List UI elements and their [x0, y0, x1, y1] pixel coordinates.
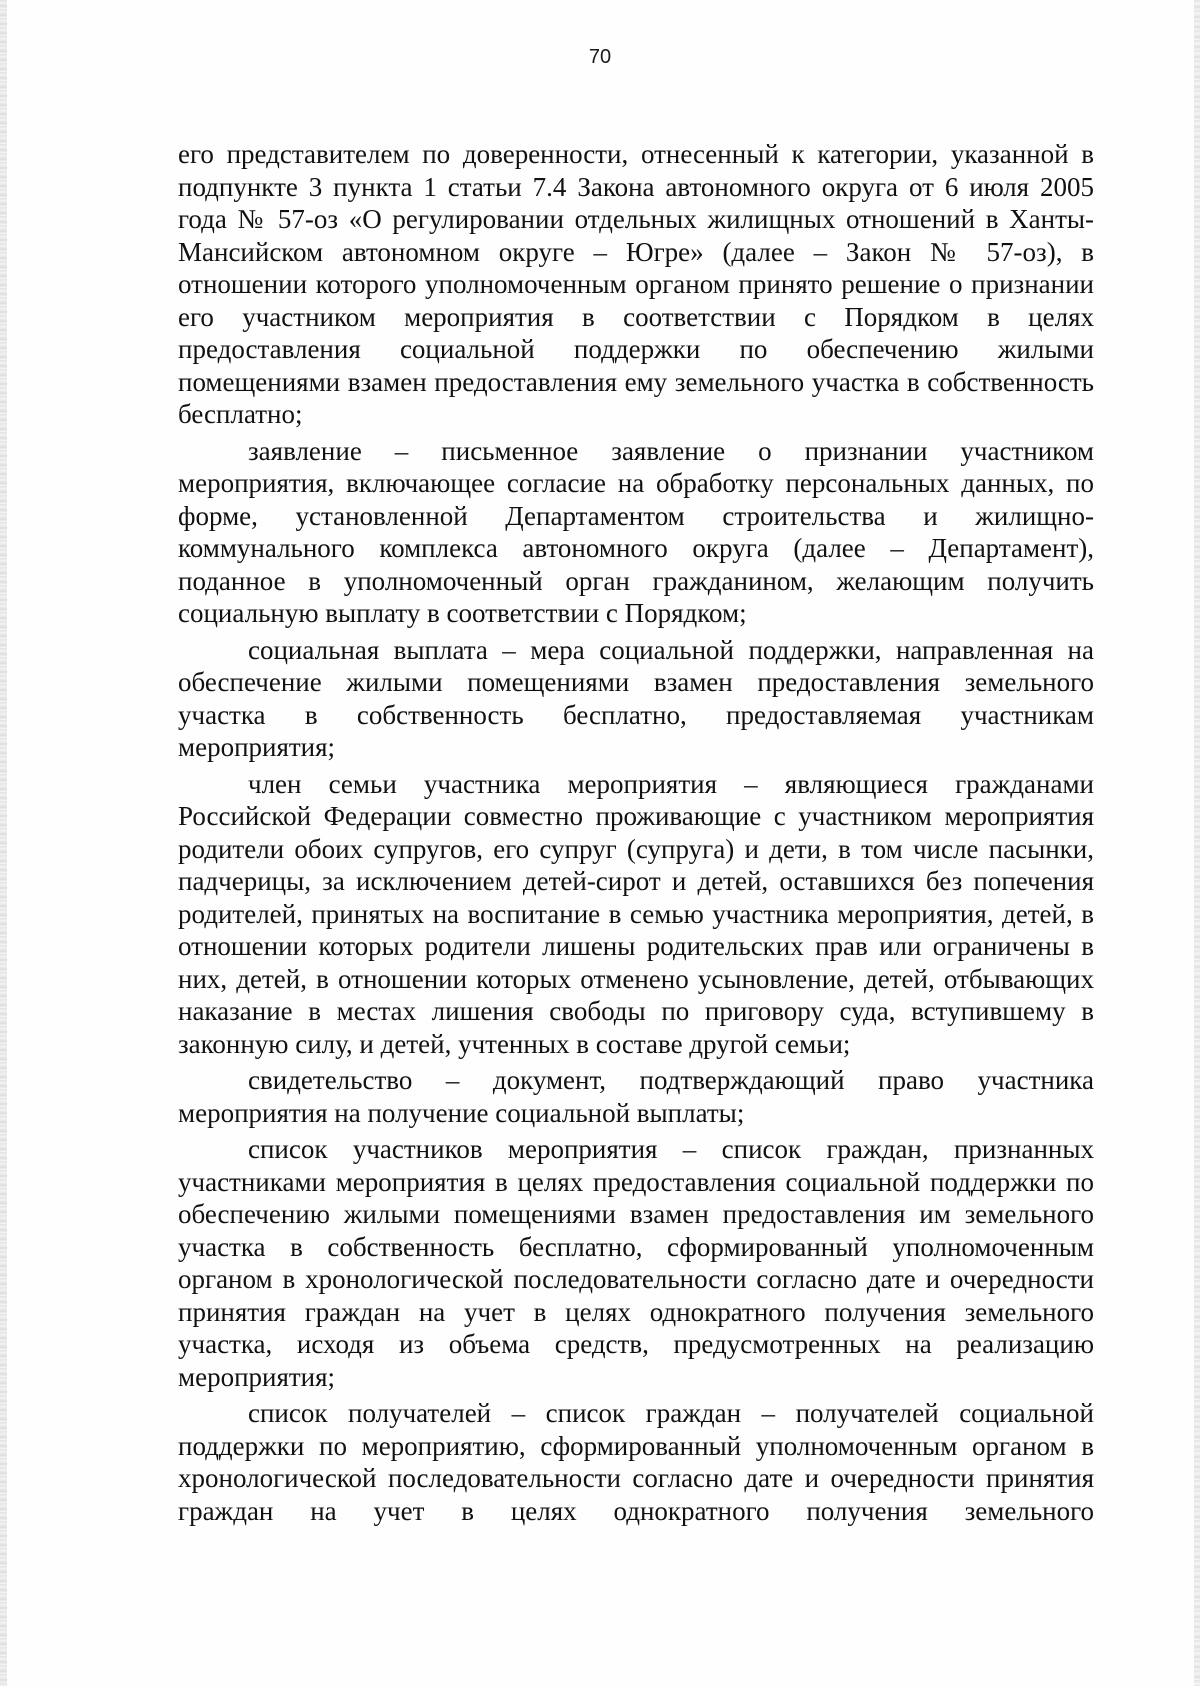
- scan-edge-right: [1194, 0, 1200, 1686]
- paragraph-continuation: его представителем по доверенности, отнесенный к категории, указанной в подпункте 3 пункта 1 статьи 7.4 Закона автономного округа от 6 июля 2005 года № 57-оз «О регулировании отдельных жилищных отношений в Ханты-Мансийском автономном округе – Югре» (далее – Закон № 57-оз), в отношении которого уполномоченным органом принято решение о признании его участником мероприятия в соответствии с Порядком в целях предоставления социальной поддержки по обеспечению жилыми помещениями взамен предоставления ему земельного участка в собственность бесплатно;: [178, 139, 1094, 429]
- paragraph-chlen-semi: член семьи участника мероприятия – являющиеся гражданами Российской Федерации совместно проживающие с участником мероприятия родители обоих супругов, его супруг (супруга) и дети, в том числе пасынки, падчерицы, за исключением детей-сирот и детей, оставшихся без попечения родителей, принятых на воспитание в семью участника мероприятия, детей, в отношении которых родители лишены родительских прав или ограничены в них, детей, в отношении которых отменено усыновление, детей, отбывающих наказание в местах лишения свободы по приговору суда, вступившему в законную силу, и детей, учтенных в составе другой семьи;: [178, 768, 1094, 1059]
- page-number: 70: [588, 46, 612, 68]
- paragraph-socialnaya-vyplata: социальная выплата – мера социальной поддержки, направленная на обеспечение жилыми помещениями взамен предоставления земельного участка в собственность бесплатно, предоставляемая участникам мероприятия;: [178, 634, 1094, 762]
- paragraph-svidetelstvo: свидетельство – документ, подтверждающий право участника мероприятия на получение социальной выплаты;: [178, 1065, 1094, 1128]
- scan-edge-left: [0, 0, 7, 1686]
- paragraph-spisok-poluchateley: список получателей – список граждан – получателей социальной поддержки по мероприятию, сформированный уполномоченным органом в хронологической последовательности согласно дате и очередности принятия граждан на учет в целях однократного получения земельного: [178, 1398, 1094, 1526]
- paragraph-zayavlenie: заявление – письменное заявление о признании участником мероприятия, включающее согласие на обработку персональных данных, по форме, установленной Департаментом строительства и жилищно-коммунального комплекса автономного округа (далее – Департамент), поданное в уполномоченный орган гражданином, желающим получить социальную выплату в соответствии с Порядком;: [178, 435, 1094, 628]
- paragraph-spisok-uchastnikov: список участников мероприятия – список граждан, признанных участниками мероприятия в целях предоставления социальной поддержки по обеспечению жилыми помещениями взамен предоставления им земельного участка в собственность бесплатно, сформированный уполномоченным органом в хронологической последовательности согласно дате и очередности принятия граждан на учет в целях однократного получения земельного участка, исходя из объема средств, предусмотренных на реализацию мероприятия;: [178, 1134, 1094, 1392]
- document-body: [178, 138, 1094, 1531]
